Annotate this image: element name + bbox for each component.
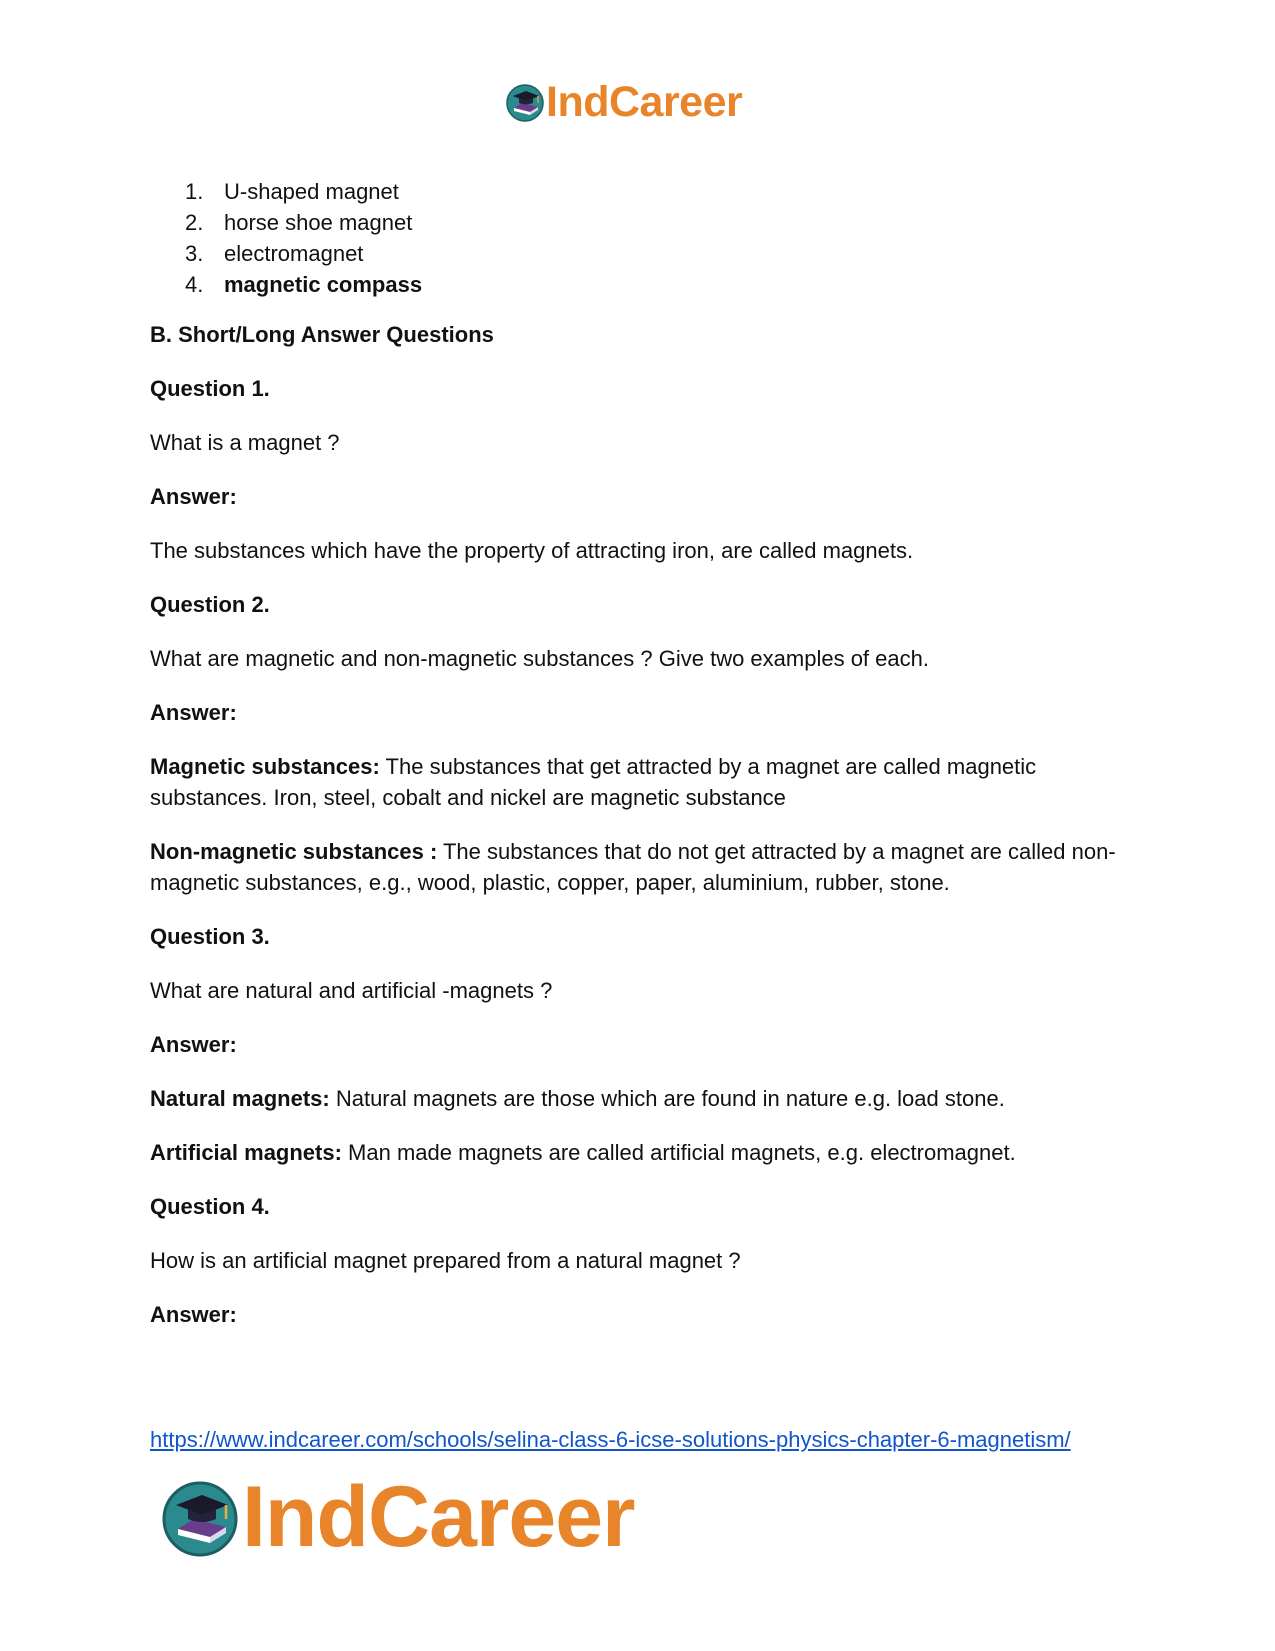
list-item-number: 4. — [185, 272, 204, 297]
list-item-text-answer: magnetic compass — [224, 272, 423, 297]
source-url-link[interactable]: https://www.indcareer.com/schools/selina-class-6-icse-solutions-physics-chapter-6-magnetism/ — [150, 1427, 1071, 1452]
question-4-text: How is an artificial magnet prepared from a natural magnet ? — [150, 1248, 741, 1273]
section-heading: B. Short/Long Answer Questions — [150, 322, 494, 347]
question-1-answer-label: Answer: — [150, 484, 237, 509]
brand-name: IndCareer — [242, 1469, 635, 1565]
question-4-label: Question 4. — [150, 1194, 270, 1219]
graduation-cap-book-icon — [505, 82, 545, 122]
natural-magnets-term: Natural magnets: — [150, 1086, 330, 1111]
nonmagnetic-substances-answer — [150, 836, 1130, 898]
nonmagnetic-substances-term: Non-magnetic substances : — [150, 839, 438, 864]
list-item — [185, 238, 422, 269]
list-item — [185, 207, 422, 238]
artificial-magnets-text: Man made magnets are called artificial magnets, e.g. electromagnet. — [341, 1140, 1016, 1165]
question-1-text: What is a magnet ? — [150, 430, 340, 455]
question-2-label: Question 2. — [150, 592, 270, 617]
options-list — [185, 176, 422, 300]
question-2-answer-label: Answer: — [150, 700, 237, 725]
question-3-text: What are natural and artificial -magnets ? — [150, 978, 553, 1003]
question-3-answer-label: Answer: — [150, 1032, 237, 1057]
natural-magnets-answer — [150, 1083, 1130, 1114]
question-1-answer: The substances which have the property of attracting iron, are called magnets. — [150, 538, 914, 563]
list-item — [185, 269, 422, 300]
artificial-magnets-answer — [150, 1137, 1130, 1168]
list-item — [185, 176, 422, 207]
nonmagnetic-substances-text: The substances that do not get attracted by a magnet are called non-magnetic substances, e.g., wood, plastic, copper, paper, aluminium, rubber, stone. — [150, 839, 1116, 895]
artificial-magnets-term: Artificial magnets: — [150, 1140, 342, 1165]
question-2-text: What are magnetic and non-magnetic substances ? Give two examples of each. — [150, 646, 929, 671]
question-4-answer-label: Answer: — [150, 1302, 237, 1327]
list-item-text: horse shoe magnet — [224, 210, 413, 235]
header-logo — [505, 78, 742, 126]
list-item-number: 3. — [185, 241, 204, 266]
magnetic-substances-answer — [150, 751, 1130, 813]
list-item-text: U-shaped magnet — [224, 179, 399, 204]
question-1-label: Question 1. — [150, 376, 270, 401]
graduation-cap-book-icon — [160, 1477, 240, 1557]
magnetic-substances-term: Magnetic substances: — [150, 754, 380, 779]
footer-logo — [160, 1469, 635, 1565]
natural-magnets-text: Natural magnets are those which are found in nature e.g. load stone. — [329, 1086, 1005, 1111]
magnetic-substances-text: The substances that get attracted by a magnet are called magnetic substances. Iron, steel, cobalt and nickel are magnetic substance — [150, 754, 1037, 810]
brand-name: IndCareer — [546, 77, 743, 126]
list-item-number: 1. — [185, 179, 204, 204]
question-3-label: Question 3. — [150, 924, 270, 949]
list-item-number: 2. — [185, 210, 204, 235]
list-item-text: electromagnet — [224, 241, 364, 266]
